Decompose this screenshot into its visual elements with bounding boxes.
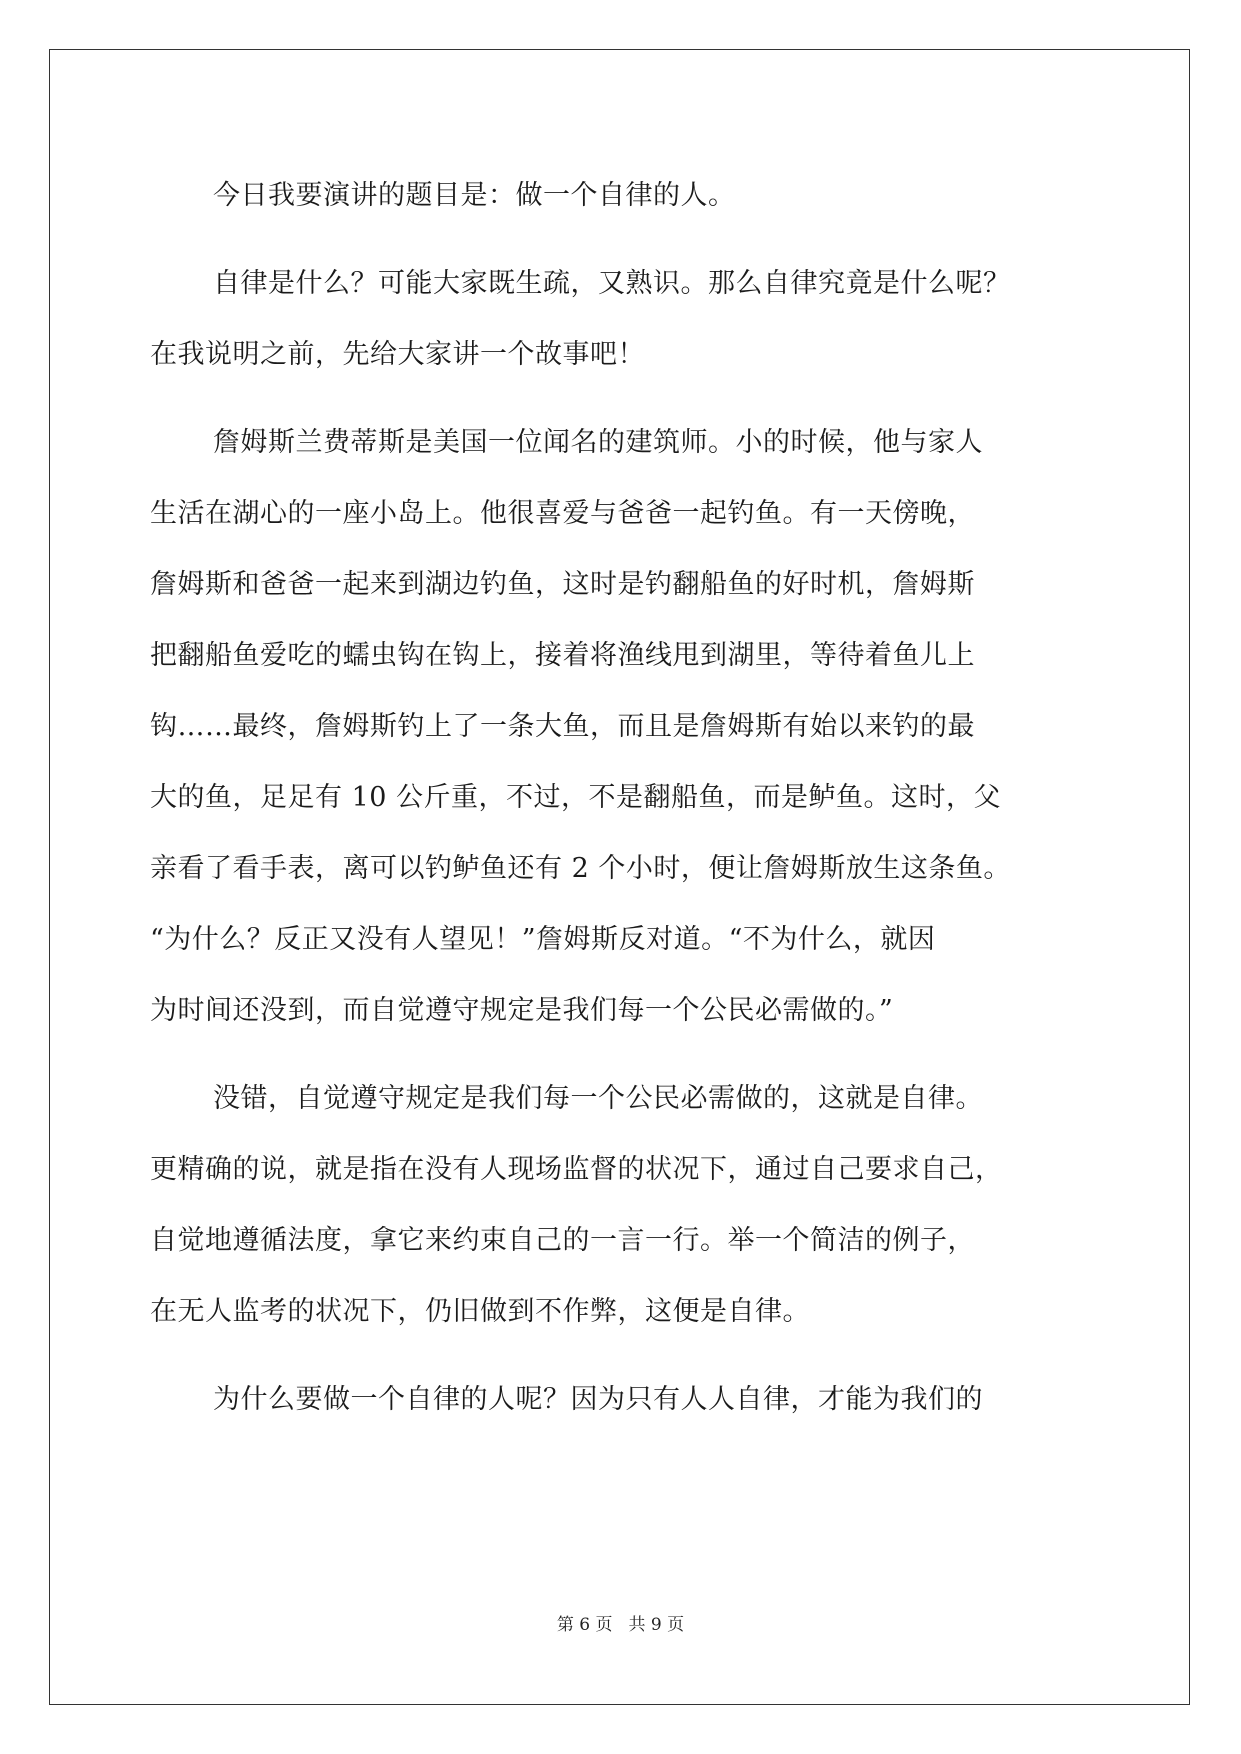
text-line: 把翻船鱼爱吃的蠕虫钩在钩上，接着将渔线甩到湖里，等待着鱼儿上	[150, 640, 975, 671]
text-line: 亲看了看手表，离可以钓鲈鱼还有 2 个小时，便让詹姆斯放生这条鱼。	[150, 853, 1011, 884]
text-line: 为时间还没到，而自觉遵守规定是我们每一个公民必需做的。”	[150, 995, 894, 1026]
text-line: 自觉地遵循法度，拿它来约束自己的一言一行。举一个简洁的例子，	[150, 1225, 975, 1256]
text-line: 詹姆斯和爸爸一起来到湖边钓鱼，这时是钓翻船鱼的好时机，詹姆斯	[150, 569, 975, 600]
text-line: 大的鱼，足足有 10 公斤重，不过，不是翻船鱼，而是鲈鱼。这时，父	[150, 782, 1002, 813]
text-line: 生活在湖心的一座小岛上。他很喜爱与爸爸一起钓鱼。有一天傍晚，	[150, 498, 975, 529]
text-line: “为什么？反正又没有人望见！”詹姆斯反对道。“不为什么，就因	[150, 924, 936, 955]
document-body	[150, 160, 1094, 1435]
text-line: 今日我要演讲的题目是：做一个自律的人。	[213, 180, 736, 211]
text-line: 詹姆斯兰费蒂斯是美国一位闻名的建筑师。小的时候，他与家人	[213, 427, 983, 458]
text-line: 更精确的说，就是指在没有人现场监督的状况下，通过自己要求自己，	[150, 1154, 1003, 1185]
page-footer	[0, 1610, 1241, 1635]
text-line: 在无人监考的状况下，仍旧做到不作弊，这便是自律。	[150, 1296, 810, 1327]
text-line: 没错，自觉遵守规定是我们每一个公民必需做的，这就是自律。	[213, 1083, 983, 1114]
text-line: 为什么要做一个自律的人呢？因为只有人人自律，才能为我们的	[213, 1384, 983, 1415]
page-number-current: 第 6 页	[556, 1615, 613, 1635]
text-line: 自律是什么？可能大家既生疏，又熟识。那么自律究竟是什么呢？	[213, 268, 1011, 299]
text-line: 钩……最终，詹姆斯钓上了一条大鱼，而且是詹姆斯有始以来钓的最	[150, 711, 975, 742]
page-number-total: 共 9 页	[628, 1615, 685, 1635]
text-line: 在我说明之前，先给大家讲一个故事吧！	[150, 339, 645, 370]
